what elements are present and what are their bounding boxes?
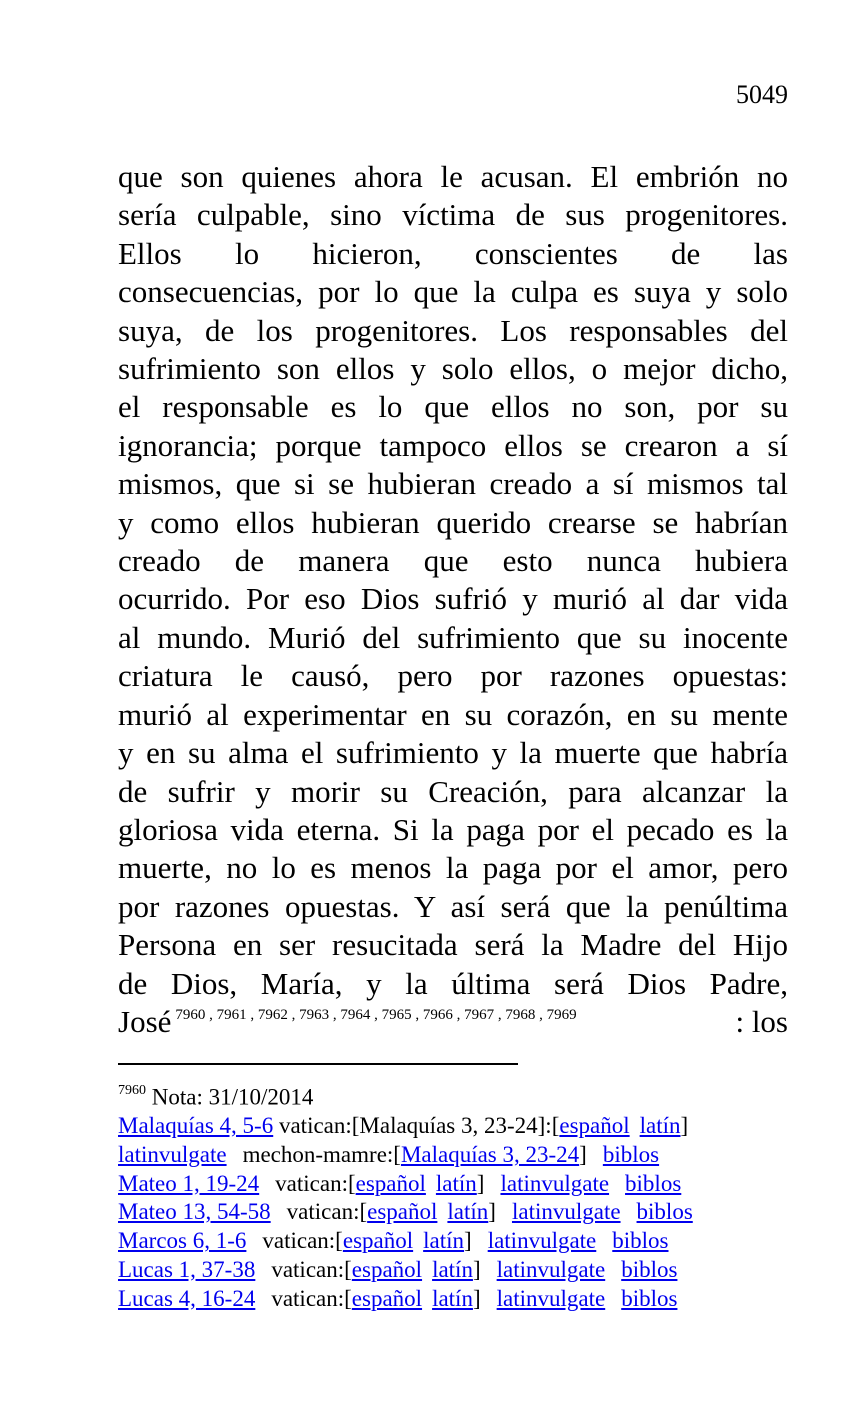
- espanol-link[interactable]: español: [342, 1228, 414, 1254]
- body-paragraph: [118, 158, 788, 1047]
- text-line: mismos, que si se hubieran creado a sí mismos tal: [118, 466, 788, 502]
- bracket-close: ]: [472, 1285, 481, 1311]
- bracket-close: ]: [472, 1256, 481, 1282]
- espanol-link[interactable]: español: [351, 1256, 423, 1282]
- text-line: ignorancia; porque tampoco ellos se crearon a sí: [118, 427, 788, 463]
- text-line: Ellos lo hicieron, conscientes de las: [118, 235, 788, 271]
- text-line: consecuencias, por lo que la culpa es suya y solo: [118, 274, 788, 310]
- latin-link[interactable]: latín: [435, 1170, 477, 1196]
- text-line: Persona en ser resucitada será la Madre del Hijo: [118, 927, 788, 963]
- latin-link[interactable]: latín: [447, 1199, 489, 1225]
- text-line: y como ellos hubieran querido crearse se habrían: [118, 504, 788, 540]
- vatican-label: vatican:[: [271, 1256, 352, 1282]
- bible-reference-link[interactable]: Malaquías 4, 5-6: [118, 1113, 274, 1139]
- text-line: creado de manera que esto nunca hubiera: [118, 543, 788, 579]
- latin-link[interactable]: latín: [423, 1228, 465, 1254]
- text-line: gloriosa vida eterna. Si la paga por el pecado es la: [118, 811, 788, 847]
- text-line: criatura le causó, pero por razones opuestas:: [118, 658, 788, 694]
- espanol-link[interactable]: español: [367, 1199, 438, 1225]
- bracket-close: ]: [680, 1113, 689, 1139]
- footnote-block: [118, 1079, 798, 1313]
- latinvulgate-link[interactable]: latinvulgate: [496, 1256, 606, 1282]
- mechon-mamre-link[interactable]: Malaquías 3, 23-24: [400, 1142, 580, 1168]
- text-line: suya, de los progenitores. Los responsables del: [118, 312, 788, 348]
- latinvulgate-link[interactable]: latinvulgate: [511, 1199, 621, 1225]
- text-line: muerte, no lo es menos la paga por el amor, pero: [118, 850, 788, 886]
- text-line: el responsable es lo que ellos no son, por su: [118, 389, 788, 425]
- text-line: murió al experimentar en su corazón, en su mente: [118, 696, 788, 732]
- footnote-ref[interactable]: , 7963: [288, 1007, 329, 1023]
- footnote-row: [118, 1256, 798, 1285]
- espanol-link[interactable]: español: [351, 1285, 423, 1311]
- latinvulgate-link[interactable]: latinvulgate: [487, 1228, 597, 1254]
- bible-reference-link[interactable]: Mateo 13, 54-58: [118, 1199, 271, 1225]
- page-number: 5049: [736, 80, 788, 109]
- latinvulgate-link[interactable]: latinvulgate: [500, 1170, 610, 1196]
- vatican-label: vatican:[: [286, 1199, 368, 1225]
- biblos-link[interactable]: biblos: [612, 1228, 669, 1254]
- bracket-close: ]: [488, 1199, 496, 1225]
- latin-link[interactable]: latín: [639, 1113, 681, 1139]
- vatican-label: vatican:[Malaquías 3, 23-24]:[: [278, 1113, 560, 1139]
- bible-reference-link[interactable]: Lucas 1, 37-38: [118, 1256, 256, 1282]
- espanol-link[interactable]: español: [559, 1113, 630, 1139]
- footnote-row: [118, 1170, 798, 1199]
- footnote-ref[interactable]: , 7964: [329, 1007, 370, 1023]
- text-line: sería culpable, sino víctima de sus progenitores.: [118, 197, 788, 233]
- text-line: ocurrido. Por eso Dios sufrió y murió al dar vida: [118, 581, 788, 617]
- vatican-label: vatican:[: [262, 1228, 343, 1254]
- text-line: que son quienes ahora le acusan. El embrión no: [118, 159, 788, 194]
- footnote-ref[interactable]: , 7961: [205, 1007, 246, 1023]
- last-line-start: [118, 1003, 577, 1047]
- vatican-label: vatican:[: [271, 1285, 352, 1311]
- bible-reference-link[interactable]: Marcos 6, 1-6: [118, 1228, 247, 1254]
- biblos-link[interactable]: biblos: [602, 1142, 660, 1168]
- bible-reference-link[interactable]: Lucas 4, 16-24: [118, 1285, 256, 1311]
- footnote-row: [118, 1227, 798, 1256]
- text-line: por razones opuestas. Y así será que la penúltima: [118, 888, 788, 924]
- mechon-mamre-label: mechon-mamre:[: [242, 1142, 401, 1168]
- footnote-note: Nota: 31/10/2014: [151, 1084, 314, 1110]
- footnote-ref[interactable]: , 7965: [370, 1007, 411, 1023]
- latinvulgate-link[interactable]: latinvulgate: [496, 1285, 606, 1311]
- espanol-link[interactable]: español: [355, 1170, 426, 1196]
- footnote-number: 7960: [118, 1083, 146, 1098]
- latin-link[interactable]: latín: [432, 1256, 473, 1282]
- text-line: de Dios, María, y la última será Dios Padre,: [118, 965, 788, 1001]
- bracket-close: ]: [464, 1228, 472, 1254]
- footnote-references: [175, 1007, 576, 1023]
- footnote-ref[interactable]: , 7968: [494, 1007, 535, 1023]
- footnote-row: [118, 1112, 798, 1141]
- last-line-word: José: [118, 1003, 172, 1039]
- text-line: y en su alma el sufrimiento y la muerte que habría: [118, 735, 788, 771]
- footnote-ref[interactable]: , 7967: [453, 1007, 494, 1023]
- footnote-row: [118, 1198, 798, 1227]
- vatican-label: vatican:[: [275, 1170, 356, 1196]
- bible-reference-link[interactable]: Mateo 1, 19-24: [118, 1170, 260, 1196]
- footnote-heading: [118, 1079, 798, 1112]
- text-line-last: [118, 1003, 788, 1047]
- footnote-ref[interactable]: , 7966: [412, 1007, 453, 1023]
- footnote-ref[interactable]: , 7969: [535, 1007, 576, 1023]
- latinvulgate-link[interactable]: latinvulgate: [118, 1142, 227, 1168]
- footnote-row: [118, 1141, 798, 1170]
- footnote-ref[interactable]: , 7962: [247, 1007, 288, 1023]
- text-line: de sufrir y morir su Creación, para alcanzar la: [118, 773, 788, 809]
- latin-link[interactable]: latín: [432, 1285, 473, 1311]
- biblos-link[interactable]: biblos: [621, 1285, 678, 1311]
- biblos-link[interactable]: biblos: [621, 1256, 678, 1282]
- biblos-link[interactable]: biblos: [625, 1170, 682, 1196]
- bracket-close: ]: [579, 1142, 587, 1168]
- footnote-divider: [118, 1063, 518, 1065]
- footnote-ref[interactable]: 7960: [175, 1006, 206, 1023]
- last-line-end: : los: [735, 1003, 788, 1039]
- text-line: al mundo. Murió del sufrimiento que su inocente: [118, 619, 788, 655]
- text-line: sufrimiento son ellos y solo ellos, o mejor dicho,: [118, 351, 788, 387]
- bracket-close: ]: [476, 1170, 485, 1196]
- biblos-link[interactable]: biblos: [636, 1199, 693, 1225]
- footnote-row: [118, 1285, 798, 1314]
